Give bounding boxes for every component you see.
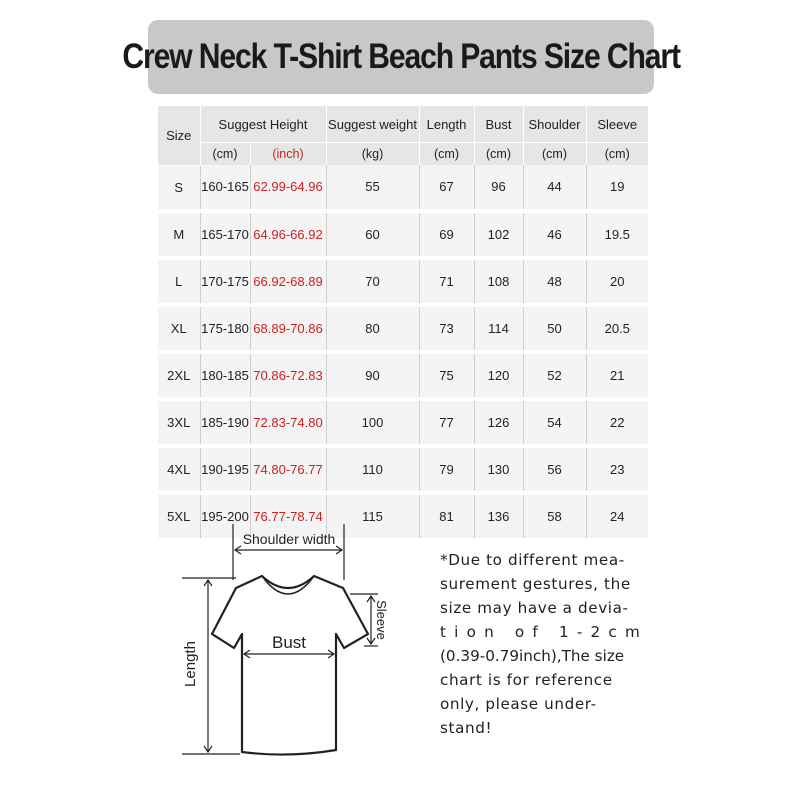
- cell-height-cm: 160-165: [200, 165, 250, 211]
- header-height: Suggest Height: [200, 106, 326, 143]
- unit-sleeve: (cm): [586, 143, 648, 166]
- sleeve-label: Sleeve: [374, 600, 389, 640]
- note-line: tion of 1-2cm: [440, 623, 648, 641]
- cell-height-inch: 66.92-68.89: [250, 258, 326, 305]
- cell-length: 73: [419, 305, 474, 352]
- cell-size: XL: [158, 305, 200, 352]
- cell-weight: 60: [326, 211, 419, 258]
- table-row: [158, 446, 648, 493]
- cell-bust: 108: [474, 258, 523, 305]
- cell-size: 3XL: [158, 399, 200, 446]
- cell-shoulder: 48: [523, 258, 586, 305]
- cell-height-inch: 62.99-64.96: [250, 165, 326, 211]
- cell-height-cm: 185-190: [200, 399, 250, 446]
- cell-length: 71: [419, 258, 474, 305]
- note-line: size may have a devia-: [440, 599, 629, 617]
- cell-bust: 120: [474, 352, 523, 399]
- cell-height-cm: 170-175: [200, 258, 250, 305]
- cell-bust: 96: [474, 165, 523, 211]
- cell-height-inch: 64.96-66.92: [250, 211, 326, 258]
- table-row: [158, 399, 648, 446]
- cell-shoulder: 58: [523, 493, 586, 540]
- cell-size: 2XL: [158, 352, 200, 399]
- cell-length: 79: [419, 446, 474, 493]
- cell-length: 67: [419, 165, 474, 211]
- cell-weight: 90: [326, 352, 419, 399]
- cell-bust: 126: [474, 399, 523, 446]
- cell-height-inch: 76.77-78.74: [250, 493, 326, 540]
- cell-bust: 114: [474, 305, 523, 352]
- cell-weight: 55: [326, 165, 419, 211]
- cell-sleeve: 20: [586, 258, 648, 305]
- cell-sleeve: 23: [586, 446, 648, 493]
- cell-shoulder: 52: [523, 352, 586, 399]
- cell-size: 5XL: [158, 493, 200, 540]
- header-row: [158, 106, 648, 143]
- unit-length: (cm): [419, 143, 474, 166]
- note-line: surement gestures, the: [440, 575, 631, 593]
- cell-weight: 115: [326, 493, 419, 540]
- cell-weight: 80: [326, 305, 419, 352]
- bust-label: Bust: [271, 633, 307, 652]
- cell-sleeve: 24: [586, 493, 648, 540]
- cell-shoulder: 50: [523, 305, 586, 352]
- cell-height-inch: 72.83-74.80: [250, 399, 326, 446]
- cell-sleeve: 19: [586, 165, 648, 211]
- page-title: Crew Neck T-Shirt Beach Pants Size Chart: [122, 37, 680, 76]
- cell-size: 4XL: [158, 446, 200, 493]
- cell-size: M: [158, 211, 200, 258]
- header-bust: Bust: [474, 106, 523, 143]
- cell-height-cm: 180-185: [200, 352, 250, 399]
- cell-height-inch: 68.89-70.86: [250, 305, 326, 352]
- header-sleeve: Sleeve: [586, 106, 648, 143]
- unit-height-inch: (inch): [250, 143, 326, 166]
- table-row: [158, 211, 648, 258]
- table-row: [158, 258, 648, 305]
- cell-height-cm: 195-200: [200, 493, 250, 540]
- table-row: [158, 165, 648, 211]
- cell-height-inch: 70.86-72.83: [250, 352, 326, 399]
- note-line: *Due to different mea-: [440, 551, 625, 569]
- cell-height-cm: 165-170: [200, 211, 250, 258]
- cell-sleeve: 20.5: [586, 305, 648, 352]
- cell-length: 69: [419, 211, 474, 258]
- unit-weight: (kg): [326, 143, 419, 166]
- cell-weight: 70: [326, 258, 419, 305]
- cell-height-cm: 190-195: [200, 446, 250, 493]
- note-line: chart is for reference: [440, 671, 613, 689]
- shoulder-width-label: Shoulder width: [242, 531, 336, 547]
- cell-length: 75: [419, 352, 474, 399]
- table-row: [158, 352, 648, 399]
- header-shoulder: Shoulder: [523, 106, 586, 143]
- cell-height-inch: 74.80-76.77: [250, 446, 326, 493]
- header-size: Size: [158, 106, 200, 165]
- note-line: only, please under-: [440, 695, 597, 713]
- note-line: stand!: [440, 719, 493, 737]
- measurement-note: [440, 548, 648, 740]
- cell-shoulder: 44: [523, 165, 586, 211]
- length-label: Length: [182, 641, 199, 687]
- tshirt-diagram: [178, 516, 400, 766]
- cell-bust: 136: [474, 493, 523, 540]
- cell-shoulder: 56: [523, 446, 586, 493]
- cell-weight: 110: [326, 446, 419, 493]
- cell-weight: 100: [326, 399, 419, 446]
- cell-shoulder: 54: [523, 399, 586, 446]
- cell-sleeve: 19.5: [586, 211, 648, 258]
- cell-length: 81: [419, 493, 474, 540]
- cell-bust: 130: [474, 446, 523, 493]
- cell-sleeve: 21: [586, 352, 648, 399]
- unit-shoulder: (cm): [523, 143, 586, 166]
- unit-bust: (cm): [474, 143, 523, 166]
- cell-bust: 102: [474, 211, 523, 258]
- header-weight: Suggest weight: [326, 106, 419, 143]
- title-banner: [122, 20, 680, 94]
- cell-size: L: [158, 258, 200, 305]
- cell-height-cm: 175-180: [200, 305, 250, 352]
- cell-length: 77: [419, 399, 474, 446]
- cell-size: S: [158, 165, 200, 211]
- note-line: (0.39-0.79inch),The size: [440, 647, 625, 665]
- cell-sleeve: 22: [586, 399, 648, 446]
- unit-height-cm: (cm): [200, 143, 250, 166]
- cell-shoulder: 46: [523, 211, 586, 258]
- tshirt-outline: [212, 576, 368, 755]
- header-length: Length: [419, 106, 474, 143]
- size-chart-table: [158, 106, 648, 542]
- table-row: [158, 305, 648, 352]
- unit-row: [158, 143, 648, 166]
